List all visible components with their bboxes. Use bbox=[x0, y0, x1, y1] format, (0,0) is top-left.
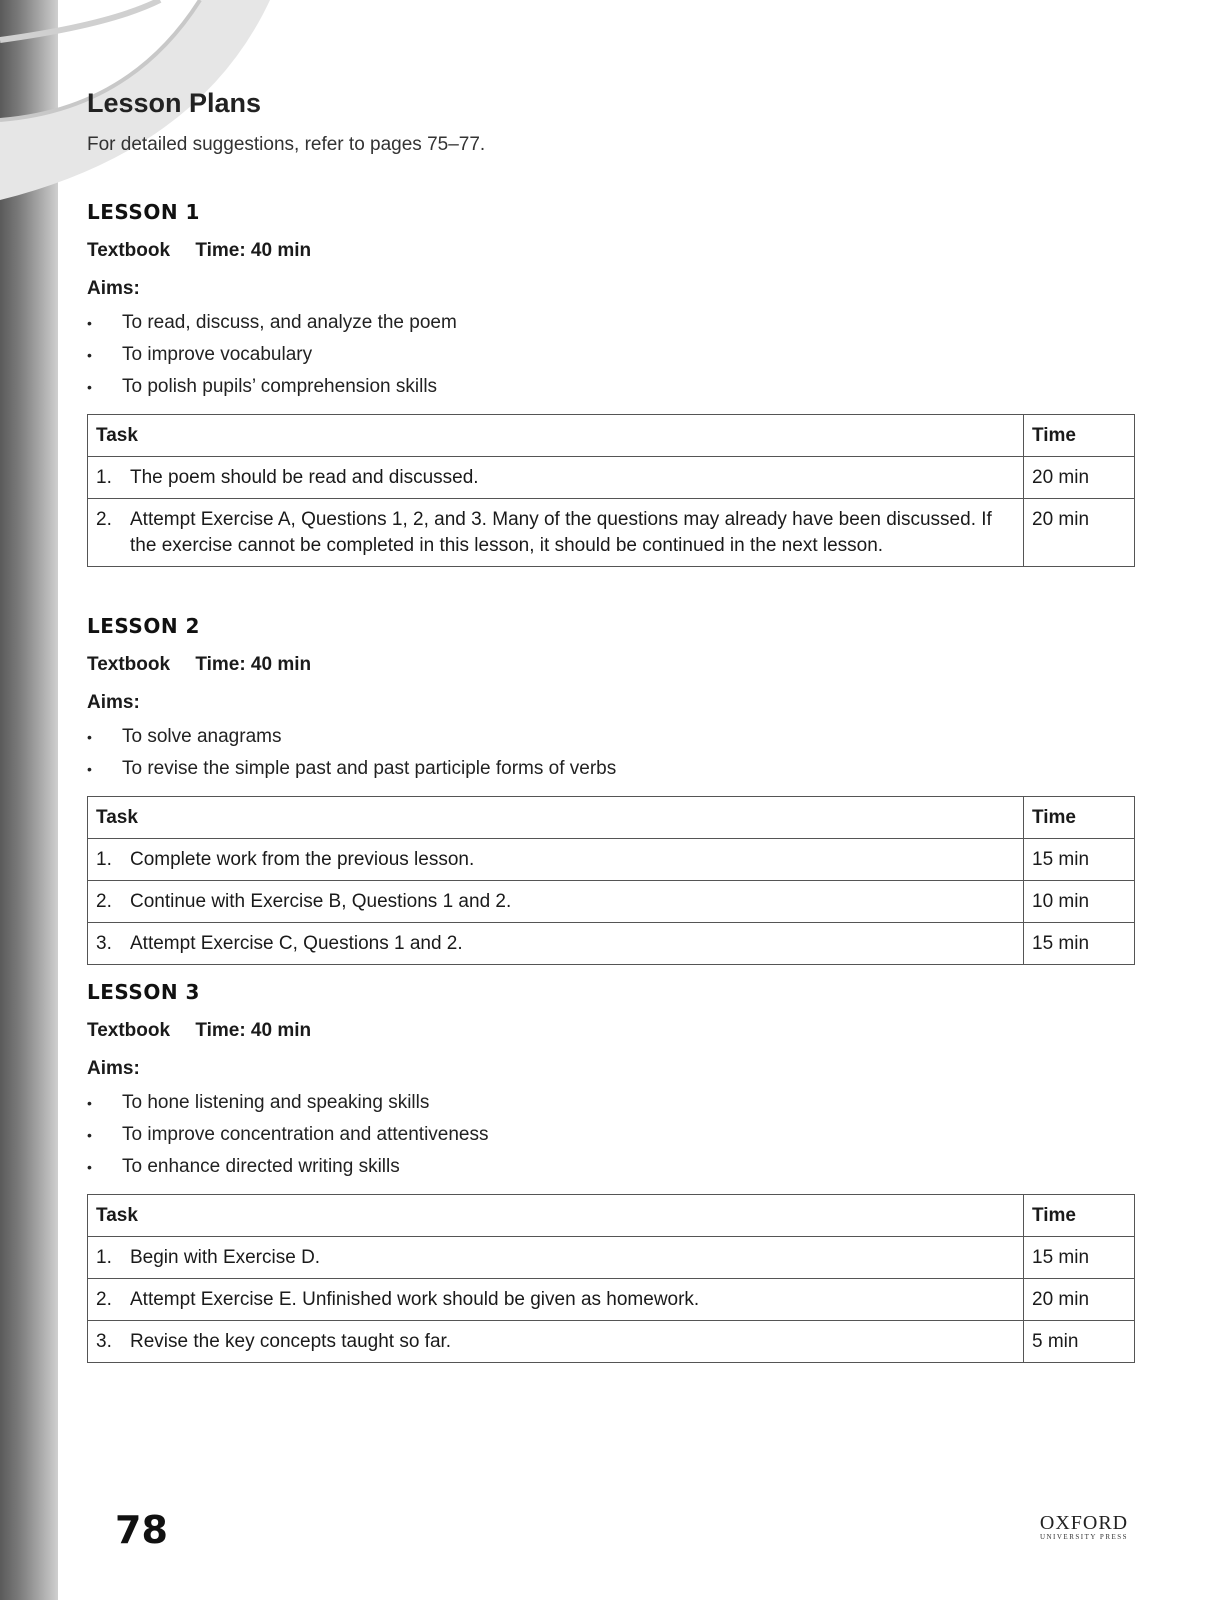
aim-item: • To enhance directed writing skills bbox=[87, 1156, 400, 1177]
aim-item: • To polish pupils’ comprehension skills bbox=[87, 376, 438, 397]
table-header-row bbox=[88, 415, 1135, 457]
task-table bbox=[87, 1194, 1135, 1363]
lesson-book: Textbook bbox=[87, 1020, 171, 1041]
bullet-icon: • bbox=[87, 729, 92, 745]
table-row bbox=[88, 1279, 1135, 1321]
lesson-book: Textbook bbox=[87, 240, 171, 261]
page-subtitle: For detailed suggestions, refer to pages 75–77. bbox=[87, 134, 486, 155]
table-row bbox=[88, 881, 1135, 923]
aim-item: • To read, discuss, and analyze the poem bbox=[87, 312, 457, 333]
table-row bbox=[88, 457, 1135, 499]
lesson-heading: LESSON 2 bbox=[87, 614, 200, 638]
lesson-meta bbox=[87, 1020, 1137, 1044]
lesson-meta bbox=[87, 654, 1137, 678]
time-cell: 15 min bbox=[1024, 1237, 1135, 1279]
task-table bbox=[87, 414, 1135, 567]
task-cell: 1. Complete work from the previous lesson. bbox=[88, 839, 1024, 881]
lesson-time: Time: 40 min bbox=[195, 1020, 312, 1041]
time-cell: 15 min bbox=[1024, 923, 1135, 965]
bullet-icon: • bbox=[87, 315, 92, 331]
lesson-heading: LESSON 3 bbox=[87, 980, 200, 1004]
publisher-name: OXFORD bbox=[1039, 1512, 1129, 1534]
aim-item: • To hone listening and speaking skills bbox=[87, 1092, 430, 1113]
task-column-header: Task bbox=[88, 415, 1024, 457]
lesson-time: Time: 40 min bbox=[195, 654, 312, 675]
page-edge-strip bbox=[0, 0, 58, 1600]
page-title: Lesson Plans bbox=[87, 88, 262, 118]
bullet-icon: • bbox=[87, 1095, 92, 1111]
bullet-icon: • bbox=[87, 1159, 92, 1175]
task-column-header: Task bbox=[88, 1195, 1024, 1237]
aim-item: • To improve concentration and attentiveness bbox=[87, 1124, 489, 1145]
time-column-header: Time bbox=[1024, 1195, 1135, 1237]
bullet-icon: • bbox=[87, 1127, 92, 1143]
time-cell: 20 min bbox=[1024, 499, 1135, 567]
table-row bbox=[88, 839, 1135, 881]
table-header-row bbox=[88, 797, 1135, 839]
time-cell: 10 min bbox=[1024, 881, 1135, 923]
time-cell: 20 min bbox=[1024, 1279, 1135, 1321]
task-cell: 1. Begin with Exercise D. bbox=[88, 1237, 1024, 1279]
lesson-1 bbox=[87, 200, 1137, 567]
lesson-meta bbox=[87, 240, 1137, 264]
task-cell: 2. Continue with Exercise B, Questions 1 and 2. bbox=[88, 881, 1024, 923]
task-table bbox=[87, 796, 1135, 965]
task-cell: 3. Attempt Exercise C, Questions 1 and 2. bbox=[88, 923, 1024, 965]
bullet-icon: • bbox=[87, 347, 92, 363]
publisher-sub: UNIVERSITY PRESS bbox=[1039, 1533, 1129, 1541]
time-cell: 5 min bbox=[1024, 1321, 1135, 1363]
aims-list bbox=[87, 726, 1137, 790]
aim-item: • To solve anagrams bbox=[87, 726, 282, 747]
lesson-heading: LESSON 1 bbox=[87, 200, 200, 224]
page-number: 78 bbox=[115, 1508, 168, 1552]
table-row bbox=[88, 1237, 1135, 1279]
lesson-3 bbox=[87, 980, 1137, 1363]
bullet-icon: • bbox=[87, 761, 92, 777]
time-cell: 20 min bbox=[1024, 457, 1135, 499]
aim-item: • To improve vocabulary bbox=[87, 344, 313, 365]
table-row bbox=[88, 1321, 1135, 1363]
task-cell: 3. Revise the key concepts taught so far. bbox=[88, 1321, 1024, 1363]
aims-label: Aims: bbox=[87, 278, 140, 299]
table-header-row bbox=[88, 1195, 1135, 1237]
lesson-book: Textbook bbox=[87, 654, 171, 675]
table-row bbox=[88, 499, 1135, 567]
task-cell: 2. Attempt Exercise A, Questions 1, 2, and 3. Many of the questions may already have been discussed. If the exercise cannot be completed in this lesson, it should be continued in the next lesson. bbox=[88, 499, 1024, 567]
task-cell: 1. The poem should be read and discussed. bbox=[88, 457, 1024, 499]
publisher-logo bbox=[1030, 1512, 1138, 1541]
table-row bbox=[88, 923, 1135, 965]
task-cell: 2. Attempt Exercise E. Unfinished work should be given as homework. bbox=[88, 1279, 1024, 1321]
task-column-header: Task bbox=[88, 797, 1024, 839]
time-column-header: Time bbox=[1024, 415, 1135, 457]
aims-label: Aims: bbox=[87, 692, 140, 713]
aims-label: Aims: bbox=[87, 1058, 140, 1079]
aims-list bbox=[87, 312, 1137, 408]
time-column-header: Time bbox=[1024, 797, 1135, 839]
time-cell: 15 min bbox=[1024, 839, 1135, 881]
bullet-icon: • bbox=[87, 379, 92, 395]
lesson-time: Time: 40 min bbox=[195, 240, 312, 261]
aim-item: • To revise the simple past and past participle forms of verbs bbox=[87, 758, 617, 779]
lesson-2 bbox=[87, 614, 1137, 965]
aims-list bbox=[87, 1092, 1137, 1188]
